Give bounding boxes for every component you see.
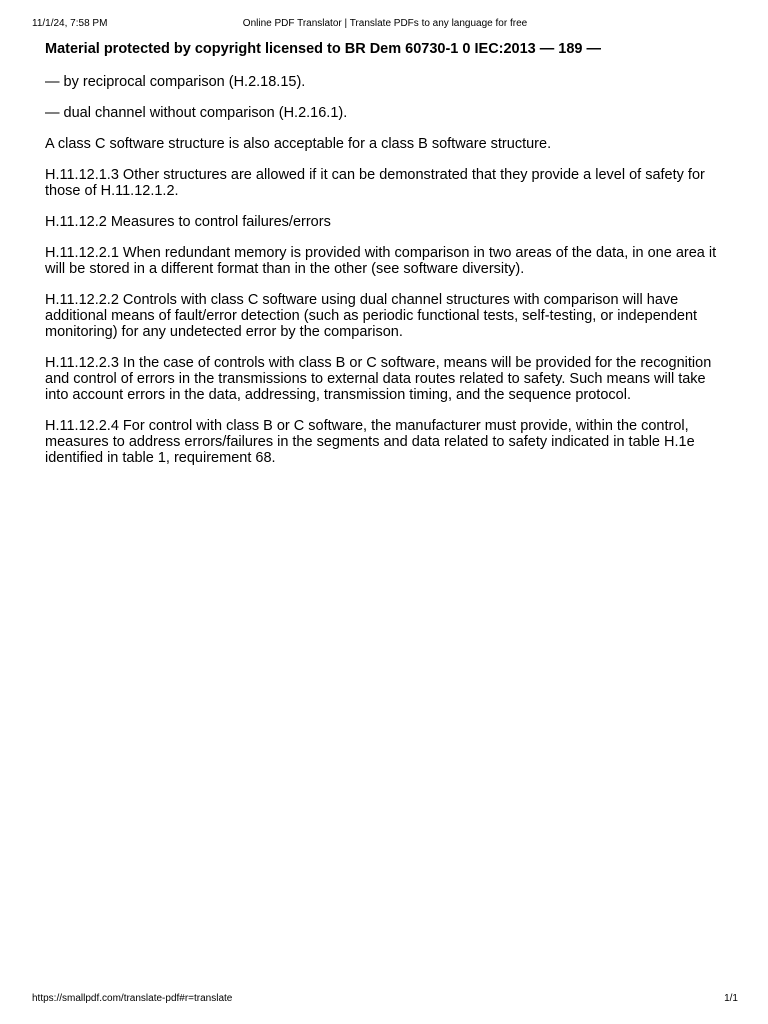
print-url: https://smallpdf.com/translate-pdf#r=translate [32,993,233,1004]
print-footer [32,992,738,1006]
document-heading: Material protected by copyright licensed to BR Dem 60730-1 0 IEC:2013 — 189 — [45,41,602,57]
paragraph-h-11-12-2-4: H.11.12.2.4 For control with class B or C software, the manufacturer must provide, within the control, measures to address errors/failures in the segments and data related to safety indicated in table H.1e identified in table 1, requirement 68. [45,418,695,466]
paragraph-h-11-12-2: H.11.12.2 Measures to control failures/errors [45,214,331,230]
paragraph-h-11-12-2-1: H.11.12.2.1 When redundant memory is provided with comparison in two areas of the data, in one area it will be stored in a different format than in the other (see software diversity). [45,245,717,277]
document-body [45,40,730,481]
print-header [32,17,738,31]
paragraph-h-11-12-2-3: H.11.12.2.3 In the case of controls with class B or C software, means will be provided for the recognition and control of errors in the transmissions to external data routes related to safety. Such means will take into account errors in the data, addressing, transmission timing, and the sequence protocol. [45,355,712,403]
paragraph-class-c-structure: A class C software structure is also acceptable for a class B software structure. [45,136,552,152]
paragraph-dual-channel: — dual channel without comparison (H.2.16.1). [45,105,348,121]
paragraph-h-11-12-2-2: H.11.12.2.2 Controls with class C software using dual channel structures with comparison will have additional means of fault/error detection (such as periodic functional tests, self-testing, or independent monitoring) for any undetected error by the comparison. [45,292,698,340]
page-number: 1/1 [724,993,738,1004]
print-page-title: Online PDF Translator | Translate PDFs to any language for free [242,18,528,29]
paragraph-reciprocal-comparison: — by reciprocal comparison (H.2.18.15). [45,74,306,90]
paragraph-h-11-12-1-3: H.11.12.1.3 Other structures are allowed if it can be demonstrated that they provide a level of safety for those of H.11.12.1.2. [45,167,705,199]
print-datetime: 11/1/24, 7:58 PM [32,18,108,29]
